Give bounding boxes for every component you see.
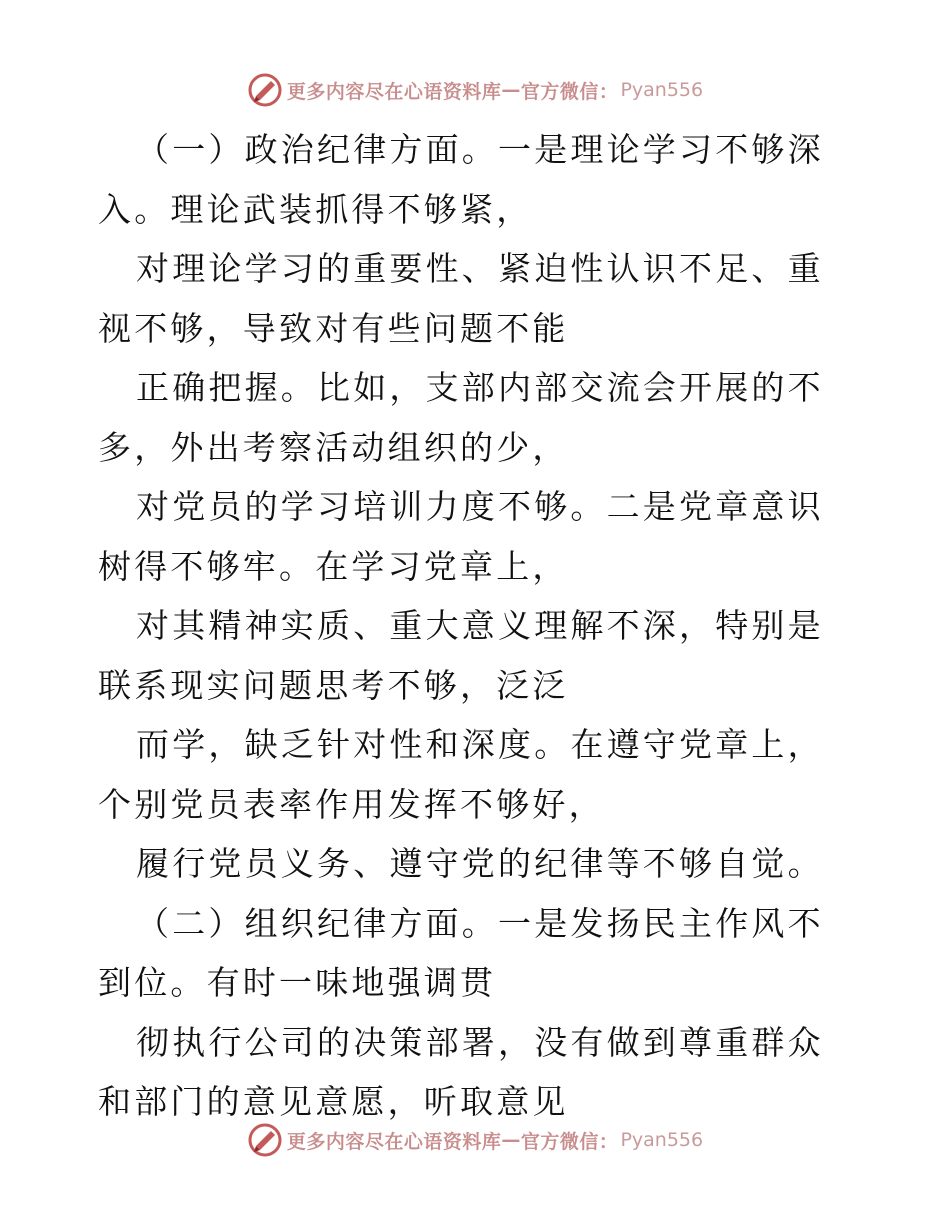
paragraph-line: （一）政治纪律方面。一是理论学习不够深入。 [98,130,824,229]
paragraph-line: 位。有时一味地强调贯 [134,963,497,1002]
paragraph-line: 不够牢。在学习党章上， [170,546,569,586]
watermark-account-id: Pyan556 [620,1129,704,1151]
paragraph [98,477,858,596]
pen-logo-icon [247,1122,283,1158]
footer-watermark [0,1120,950,1160]
paragraph-line: （二）组织纪律方面。一是发扬民主作风不到 [98,903,824,1002]
watermark-account-label: 官方微信： [520,80,619,103]
watermark-site-text: 更多内容尽在心语资料库 [286,1130,502,1153]
pen-logo-icon [247,72,283,108]
paragraph-line: 对其精神实质、重大意义理解不深，特别是联系 [98,606,824,705]
header-watermark [0,70,950,110]
paragraph [98,1013,858,1132]
paragraph-line: 彻执行公司的决策部署，没有做到尊重群众和部 [98,1022,824,1121]
paragraph-line: 门的意见意愿，听取意见 [170,1082,569,1121]
paragraph-line: 党员表率作用发挥不够好， [170,784,605,824]
paragraph-line: 现实问题思考不够，泛泛 [170,665,569,705]
paragraph-line: 外出考察活动组织的少， [170,427,569,467]
paragraph-line: 对理论学习的重要性、紧迫性认识不足、重视不 [98,249,824,348]
paragraph-line: 够，导致对有些问题不能 [170,308,569,348]
paragraph [98,894,858,1013]
paragraph-line: 对党员的学习培训力度不够。二是党章意识树得 [98,487,824,586]
paragraph [98,834,858,894]
watermark-account-label: 官方微信： [520,1130,619,1153]
document-body [98,120,858,1132]
paragraph [98,120,858,239]
paragraph-line: 履行党员义务、遵守党的纪律等不够自觉。 [136,844,824,883]
paragraph [98,715,858,834]
paragraph-line: 正确把握。比如，支部内部交流会开展的不多， [98,368,824,467]
watermark-site-text: 更多内容尽在心语资料库 [286,80,502,103]
paragraph [98,239,858,358]
watermark-separator: — [501,1129,521,1151]
paragraph [98,596,858,715]
paragraph-line: 理论武装抓得不够紧， [170,189,533,229]
watermark-account-id: Pyan556 [620,79,704,101]
paragraph-line: 而学，缺乏针对性和深度。在遵守党章上，个别 [98,725,824,824]
watermark-separator: — [501,79,521,101]
paragraph [98,358,858,477]
